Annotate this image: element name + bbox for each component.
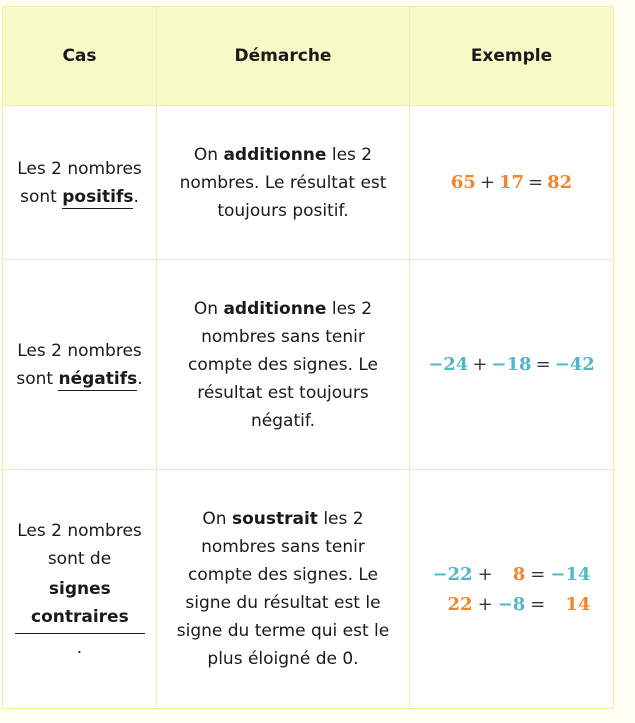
term-b: −8 [497, 593, 526, 615]
addition-rules-table [2, 6, 614, 709]
cas-period: . [137, 368, 143, 389]
demarche-text: On [193, 144, 224, 165]
demarche-text: les 2 nombres. Le résultat est toujours positif. [179, 144, 387, 221]
cell-demarche [157, 470, 410, 709]
demarche-text: On [202, 509, 232, 529]
cas-keyword: négatifs [58, 368, 138, 389]
demarche-keyword: additionne [223, 298, 327, 319]
result: 14 [565, 593, 591, 615]
cas-text: Les 2 nombres sont de [17, 520, 142, 569]
cas-period: . [133, 186, 139, 207]
cell-exemple [410, 470, 614, 709]
term-a: 65 [450, 171, 476, 193]
example-equation [451, 172, 572, 193]
cas-keyword: signes contraires [15, 575, 145, 634]
cas-keyword: positifs [62, 186, 134, 207]
cas-period: . [76, 637, 83, 658]
table-row-negatifs [3, 260, 614, 470]
demarche-text: les 2 nombres sans tenir compte des signes. Le signe du résultat est le signe du terme qui est le plus éloigné de 0. [176, 509, 390, 669]
example-equations [432, 562, 590, 618]
operator: + [477, 593, 493, 615]
term-a: −24 [428, 353, 469, 375]
equals: = [530, 563, 546, 585]
term-b: 17 [498, 171, 525, 193]
demarche-keyword: soustrait [231, 509, 318, 529]
table-row-positifs [3, 106, 614, 260]
demarche-keyword: additionne [223, 144, 327, 165]
term-b: −18 [491, 353, 532, 375]
equals: = [535, 353, 551, 375]
cell-demarche [157, 260, 410, 470]
cell-exemple [410, 106, 614, 260]
equals: = [530, 593, 546, 615]
rules-table-frame [2, 6, 613, 711]
result: 82 [547, 171, 573, 193]
term-a: −22 [432, 563, 473, 585]
cell-cas [3, 470, 157, 709]
result: −42 [554, 353, 595, 375]
operator: + [477, 563, 493, 585]
operator: + [472, 353, 488, 375]
cell-cas [3, 106, 157, 260]
equals: = [528, 171, 544, 193]
header-cas: Cas [3, 7, 157, 106]
table-row-signes-contraires [3, 470, 614, 709]
header-demarche: Démarche [157, 7, 410, 106]
demarche-text: les 2 nombres sans tenir compte des signes. Le résultat est toujours négatif. [187, 298, 379, 431]
demarche-text: On [193, 298, 224, 319]
example-equation [428, 354, 595, 375]
term-b: 8 [512, 563, 526, 585]
cell-demarche [157, 106, 410, 260]
cas-text: Les 2 nombres sont [16, 340, 142, 389]
operator: + [479, 171, 495, 193]
cas-text: Les 2 nombres sont [17, 158, 142, 207]
cell-cas [3, 260, 157, 470]
cell-exemple [410, 260, 614, 470]
table-header-row [3, 7, 614, 106]
header-exemple: Exemple [410, 7, 614, 106]
result: −14 [550, 563, 591, 585]
term-a: 22 [447, 593, 473, 615]
